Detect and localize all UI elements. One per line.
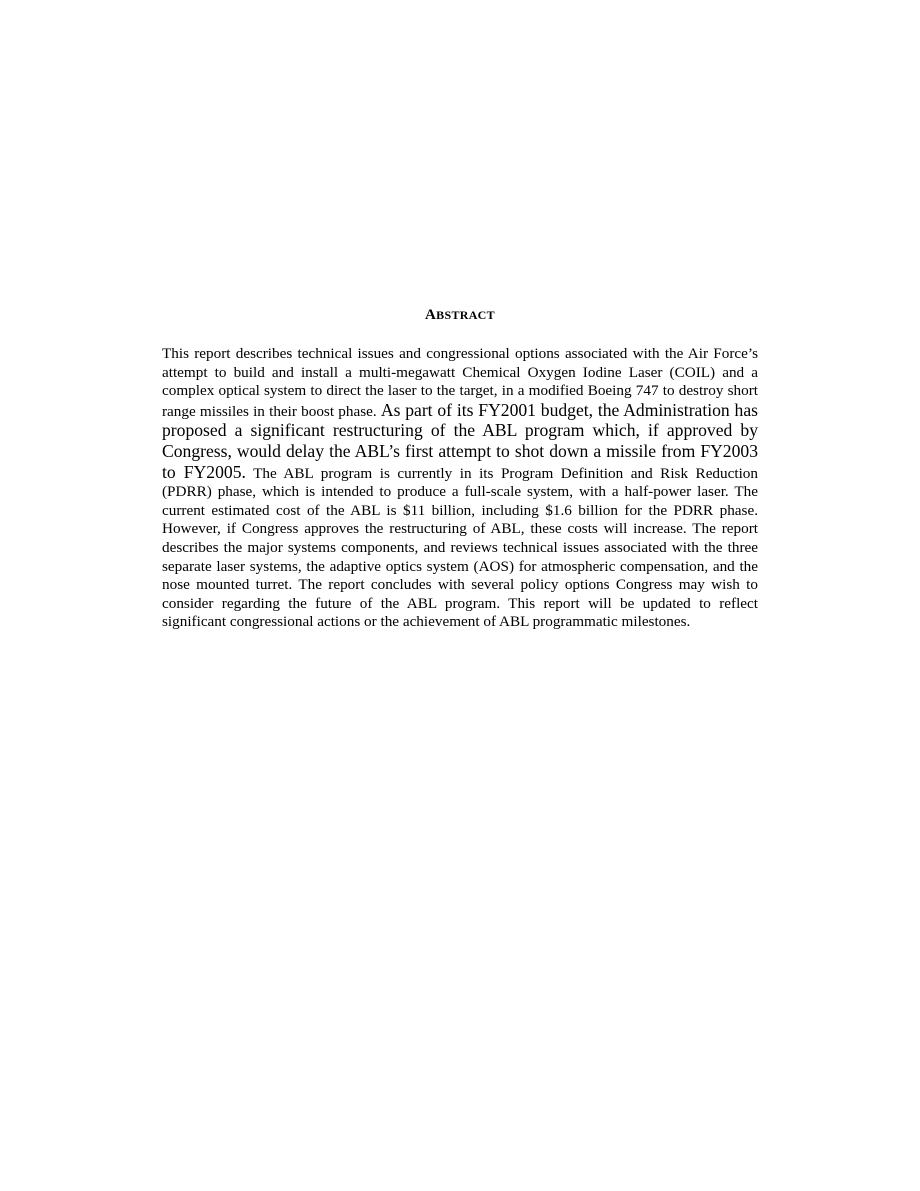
abstract-paragraph bbox=[162, 345, 758, 632]
abstract-text-part1: This report describes technical issues and congressional options associated with the Air Force’s attempt to build and install a multi-megawatt Chemical Oxygen Iodine Laser (COIL) and a complex optical system to direct the laser to the target, in a modified Boeing 747 to destroy short range missiles in their boost phase. bbox=[162, 345, 758, 420]
abstract-text-part3: The ABL program is currently in its Program Definition and Risk Reduction (PDRR) phase, which is intended to produce a full-scale system, with a half-power laser. The current estimated cost of the ABL is $11 billion, including $1.6 billion for the PDRR phase. However, if Congress approves the restructuring of ABL, these costs will increase. The report describes the major systems components, and reviews technical issues associated with the three separate laser systems, the adaptive optics system (AOS) for atmospheric compensation, and the nose mounted turret. The report concludes with several policy options Congress may wish to consider regarding the future of the ABL program. This report will be updated to reflect significant congressional actions or the achievement of ABL programmatic milestones. bbox=[162, 464, 758, 631]
heading-rest: BSTRACT bbox=[436, 308, 495, 322]
heading-initial: A bbox=[425, 307, 437, 323]
abstract-heading bbox=[0, 306, 920, 324]
abstract-text-part2: As part of its FY2001 budget, the Administration has proposed a significant restructuring of the ABL program which, if approved by Congress, would delay the ABL’s first attempt to shot down a missile from FY2003 to FY2005. bbox=[162, 399, 758, 482]
